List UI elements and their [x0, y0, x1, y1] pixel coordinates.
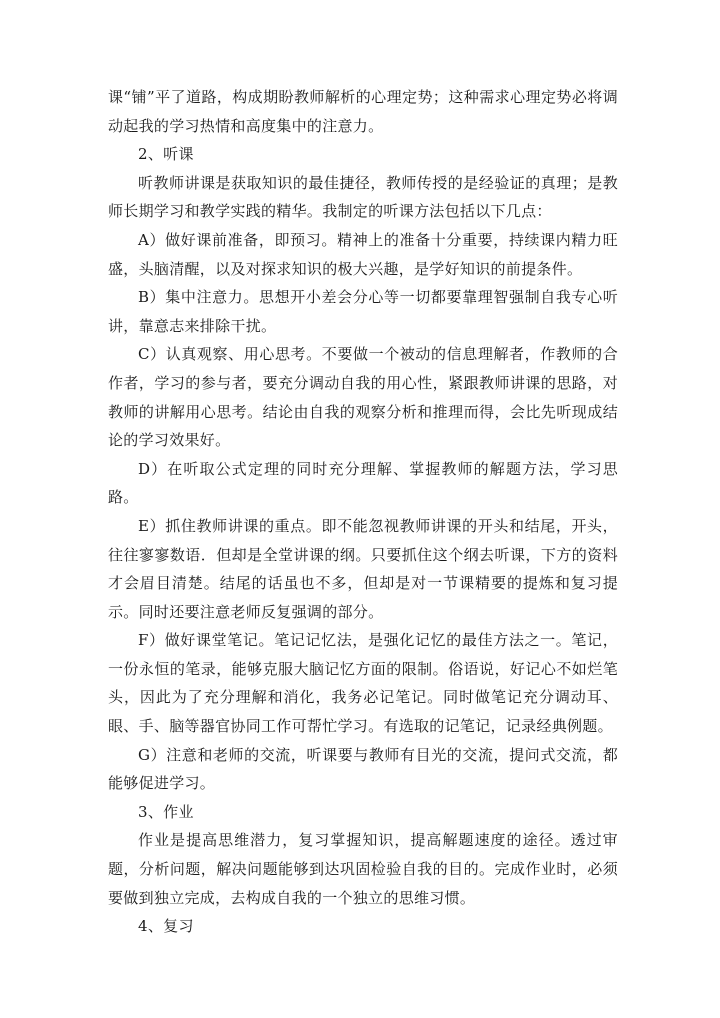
- paragraph-item-c: C）认真观察、用心思考。不要做一个被动的信息理解者，作教师的合作者，学习的参与者，要充分调动自我的用心性，紧跟教师讲课的思路，对教师的讲解用心思考。结论由自我的观察分析和推理而得，会比先听现成结论的学习效果好。: [108, 345, 618, 450]
- paragraph-homework: 作业是提高思维潜力，复习掌握知识，提高解题速度的途径。透过审题，分析问题，解决问题能够到达巩固检验自我的目的。完成作业时，必须要做到独立完成，去构成自我的一个独立的思维习惯。: [108, 831, 618, 907]
- section-heading-homework: 3、作业: [138, 802, 194, 821]
- section-heading-listening: 2、听课: [138, 145, 194, 164]
- paragraph-listening-intro: 听教师讲课是获取知识的最佳捷径，教师传授的是经验证的真理；是教师长期学习和教学实践的精华。我制定的听课方法包括以下几点：: [108, 173, 618, 221]
- paragraph-item-b: B）集中注意力。思想开小差会分心等一切都要靠理智强制自我专心听讲，靠意志来排除干扰。: [108, 288, 618, 335]
- paragraph-item-a: A）做好课前准备，即预习。精神上的准备十分重要，持续课内精力旺盛，头脑清醒，以及对探求知识的极大兴趣，是学好知识的前提条件。: [108, 230, 618, 278]
- section-heading-review: 4、复习: [138, 917, 194, 936]
- paragraph-continuation: 课“铺”平了道路，构成期盼教师解析的心理定势；这种需求心理定势必将调动起我的学习热情和高度集中的注意力。: [108, 88, 618, 135]
- paragraph-item-f: F）做好课堂笔记。笔记记忆法，是强化记忆的最佳方法之一。笔记，一份永恒的笔录，能够克服大脑记忆方面的限制。俗语说，好记心不如烂笔头，因此为了充分理解和消化，我务必记笔记。同时做笔记充分调动耳、眼、手、脑等器官协同工作可帮忙学习。有选取的记笔记，记录经典例题。: [108, 631, 618, 736]
- paragraph-item-g: G）注意和老师的交流，听课要与教师有目光的交流，提问式交流，都能够促进学习。: [108, 745, 618, 793]
- paragraph-item-d: D）在听取公式定理的同时充分理解、掌握教师的解题方法，学习思路。: [108, 459, 618, 507]
- paragraph-item-e: E）抓住教师讲课的重点。即不能忽视教师讲课的开头和结尾，开头，往往寥寥数语．但却是全堂讲课的纲。只要抓住这个纲去听课，下方的资料才会眉目清楚。结尾的话虽也不多，但却是对一节课精要的提炼和复习提示。同时还要注意老师反复强调的部分。: [108, 516, 618, 621]
- document-page: [108, 83, 618, 941]
